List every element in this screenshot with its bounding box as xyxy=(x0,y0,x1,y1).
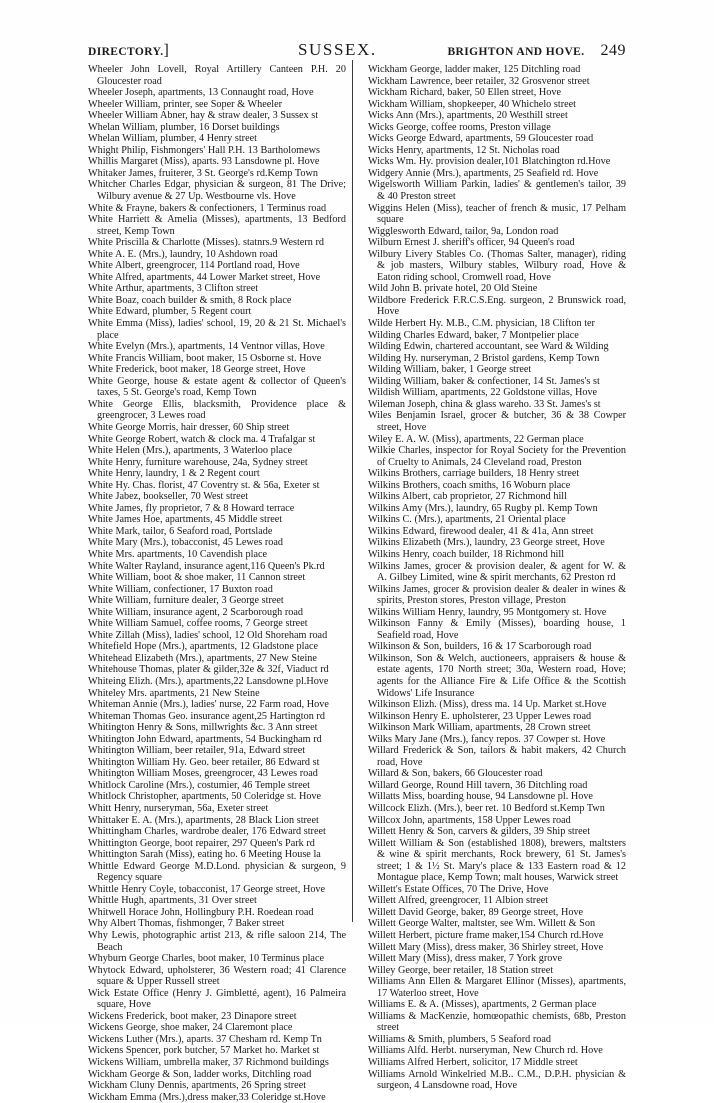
directory-entry: White Edward, plumber, 5 Regent court xyxy=(88,306,252,318)
running-head xyxy=(88,40,626,60)
directory-entry: Wickham Emma (Mrs.),dress maker,33 Coleridge st.Hove xyxy=(88,1091,326,1103)
directory-entry: Whittington Sarah (Miss), eating ho. 6 Meeting House la xyxy=(88,849,321,861)
directory-entry: Wickham George, ladder maker, 125 Ditchling road xyxy=(368,64,581,75)
directory-entry: Wickens George, shoe maker, 24 Claremont place xyxy=(88,1022,293,1034)
directory-entry: Whight Philip, Fishmongers' Hall P.H. 13 Bartholomews xyxy=(88,144,320,156)
directory-entry: Willett's Estate Offices, 70 The Drive, Hove xyxy=(368,883,549,895)
directory-entry: Whitt Henry, nurseryman, 56a, Exeter street xyxy=(88,803,269,814)
directory-entry: White Jabez, bookseller, 70 West street xyxy=(88,491,249,503)
directory-entry: Wilkins Albert, cab proprietor, 27 Richmond hill xyxy=(368,491,567,503)
directory-entry: Willcox John, apartments, 158 Upper Lewes road xyxy=(368,814,571,826)
directory-entry: Wheeler John Lovell, Royal Artillery Canteen P.H. 20 Gloucester road xyxy=(88,64,346,87)
directory-entry: White George Morris, hair dresser, 60 Ship street xyxy=(88,421,290,433)
right-column xyxy=(354,64,626,1092)
directory-entry: Why Albert Thomas, fishmonger, 7 Baker street xyxy=(88,918,285,930)
directory-entry: Wildish William, apartments, 22 Goldstone villas, Hove xyxy=(368,387,598,399)
directory-entry: Willard & Son, bakers, 66 Gloucester road xyxy=(368,768,543,780)
directory-entry: Wilkins Brothers, coach smiths, 16 Woburn place xyxy=(368,479,571,491)
directory-entry: Whittington George, boot repairer, 297 Queen's Park rd xyxy=(88,837,315,849)
directory-entry: White Albert, greengrocer, 114 Portland road, Hove xyxy=(88,260,300,272)
directory-entry: Whiteley Mrs. apartments, 21 New Steine xyxy=(88,687,260,699)
directory-entry: Willett Herbert, picture frame maker,154 Church rd.Hove xyxy=(368,930,604,942)
directory-entry: White A. E. (Mrs.), laundry, 10 Ashdown road xyxy=(88,248,278,260)
directory-entry: Willett Henry & Son, carvers & gilders, 39 Ship street xyxy=(368,826,591,838)
directory-entry: Willett Mary (Miss), dress maker, 36 Shirley street, Hove xyxy=(368,941,604,953)
directory-entry: Wigelsworth William Parkin, ladies' & gentlemen's tailor, 39 & 40 Preston street xyxy=(368,179,626,203)
directory-entry: Wickens Frederick, boot maker, 23 Dinapore street xyxy=(88,1010,297,1022)
directory-entry: White Arthur, apartments, 3 Clifton street xyxy=(88,283,259,295)
directory-entry: Whittaker E. A. (Mrs.), apartments, 28 Black Lion street xyxy=(88,814,319,826)
directory-entry: Why Lewis, photographic artist 213, & rifle saloon 214, The Beach xyxy=(88,930,346,953)
directory-entry: Willett David George, baker, 89 George street, Hove xyxy=(368,906,584,918)
directory-entry: Willett William & Son (established 1808), brewers, maltsters & wine & spirit merchants, Rock brewery, 61 St. James's street; 1 & 1½ St. Mary's place & 133 Eastern road & 12 Montague place, Kemp Town; malt houses, Warwick street xyxy=(368,837,626,884)
directory-entry: Whelan William, plumber, 4 Henry street xyxy=(88,133,257,145)
directory-columns xyxy=(88,64,628,1103)
directory-entry: Whittingham Charles, wardrobe dealer, 176 Edward street xyxy=(88,826,326,838)
directory-entry: White Alfred, apartments, 44 Lower Market street, Hove xyxy=(88,271,321,283)
directory-entry: Wheeler Joseph, apartments, 13 Connaught road, Hove xyxy=(88,87,314,99)
directory-entry: White Emma (Miss), ladies' school, 19, 20 & 21 St. Michael's place xyxy=(88,318,346,341)
directory-entry: Whittle Edward George M.D.Lond. physician & surgeon, 9 Regency square xyxy=(88,860,346,884)
directory-entry: Whitington William, beer retailer, 91a, Edward street xyxy=(88,745,306,757)
directory-entry: Wickens William, umbrella maker, 37 Richmond buildings xyxy=(88,1057,329,1069)
directory-entry: Wilkins Henry, coach builder, 18 Richmond hill xyxy=(368,548,565,560)
directory-entry: Wilkins James, grocer & provision dealer, & agent for W. & A. Gilbey Limited, wine & spirit merchants, 62 Preston rd xyxy=(368,560,626,584)
directory-entry: Wilkinson Henry E. upholsterer, 23 Upper Lewes road xyxy=(368,710,592,722)
directory-entry: Wigglesworth Edward, tailor, 9a, London road xyxy=(368,225,559,237)
directory-entry: White Zillah (Miss), ladies' school, 12 Old Shoreham road xyxy=(88,629,328,641)
directory-entry: Wicks George, coffee rooms, Preston village xyxy=(368,121,551,133)
directory-entry: Wickens Luther (Mrs.), aparts. 37 Chesham rd. Kemp Tn xyxy=(88,1033,322,1045)
directory-entry: Wickens Spencer, pork butcher, 57 Market ho. Market st xyxy=(88,1045,320,1057)
directory-entry: White Priscilla & Charlotte (Misses). statnrs.9 Western rd xyxy=(88,237,324,249)
directory-entry: Whiteing Elizh. (Mrs.), apartments,22 Lansdowne pl.Hove xyxy=(88,675,329,687)
directory-entry: Wickham Richard, baker, 50 Ellen street, Hove xyxy=(368,87,561,99)
directory-entry: Whitehead Elizabeth (Mrs.), apartments, 27 New Steine xyxy=(88,652,317,664)
directory-entry: Whitaker James, fruiterer, 3 St. George's rd.Kemp Town xyxy=(88,167,318,179)
directory-entry: Whitlock Caroline (Mrs.), costumier, 46 Temple street xyxy=(88,779,310,791)
directory-entry: Wilkins Elizabeth (Mrs.), laundry, 23 George street, Hove xyxy=(368,537,605,549)
directory-entry: White Helen (Mrs.), apartments, 3 Waterloo place xyxy=(88,445,293,457)
directory-entry: Wilkins James, grocer & provision dealer & dealer in wines & spirits, Preston stores, Preston village, Preston xyxy=(368,583,626,607)
directory-entry: Widgery Annie (Mrs.), apartments, 25 Seafield rd. Hove xyxy=(368,167,599,179)
directory-entry: Wiley E. A. W. (Miss), apartments, 22 German place xyxy=(368,433,584,445)
directory-entry: White & Frayne, bakers & confectioners, 1 Terminus road xyxy=(88,202,327,214)
running-head-right xyxy=(447,42,626,60)
directory-entry: Wild John B. private hotel, 20 Old Steine xyxy=(368,283,538,295)
directory-entry: Whitington Henry & Sons, millwrights &c. 3 Ann street xyxy=(88,722,318,734)
directory-entry: Wilkins Amy (Mrs.), laundry, 65 Rugby pl. Kemp Town xyxy=(368,502,598,514)
directory-entry: Wickham William, shopkeeper, 40 Whichelo street xyxy=(368,98,576,110)
directory-entry: Williams E. & A. (Misses), apartments, 2 German place xyxy=(368,999,597,1011)
directory-entry: Wiles Benjamin Israel, grocer & butcher, 36 & 38 Cowper street, Hove xyxy=(368,410,626,433)
directory-entry: Wilding William, baker & confectioner, 14 St. James's st xyxy=(368,375,600,387)
directory-entry: Williams Arnold Winkelried M.B.. C.M., D.P.H. physician & surgeon, 4 Lansdowne road, Hove xyxy=(368,1068,626,1092)
directory-entry: Willcock Elizh. (Mrs.), beer ret. 10 Bedford st.Kemp Twn xyxy=(368,803,605,814)
directory-entry: Wheeler William Abner, hay & straw dealer, 3 Sussex st xyxy=(88,110,319,122)
running-head-bracket: ] xyxy=(163,42,170,59)
directory-entry: Wilkinson & Son, builders, 16 & 17 Scarborough road xyxy=(368,641,592,653)
directory-entry: Wildbore Frederick F.R.C.S.Eng. surgeon, 2 Brunswick road, Hove xyxy=(368,294,626,318)
directory-entry: Willard Frederick & Son, tailors & habit makers, 42 Church road, Hove xyxy=(368,745,626,768)
directory-entry: Wilde Herbert Hy. M.B., C.M. physician, 18 Clifton ter xyxy=(368,318,595,330)
directory-entry: Wheeler William, printer, see Soper & Wheeler xyxy=(88,98,283,110)
directory-entry: White Boaz, coach builder & smith, 8 Rock place xyxy=(88,294,292,306)
directory-entry: Whitlock Christopher, apartments, 50 Coleridge st. Hove xyxy=(88,791,322,803)
directory-entry: Willett George Walter, maltster, see Wm. Willett & Son xyxy=(368,918,596,930)
directory-entry: Wickham Lawrence, beer retailer, 32 Grosvenor street xyxy=(368,75,590,87)
directory-entry: Wilkins C. (Mrs.), apartments, 21 Oriental place xyxy=(368,514,566,526)
directory-entry: White Francis William, boot maker, 15 Osborne st. Hove xyxy=(88,352,322,364)
directory-entry: White William, confectioner, 17 Buxton road xyxy=(88,583,273,595)
directory-entry: Wicks Ann (Mrs.), apartments, 20 Westhill street xyxy=(368,110,568,122)
directory-entry: Whitwell Horace John, Hollingbury P.H. Roedean road xyxy=(88,906,314,918)
directory-entry: White James, fly proprietor, 7 & 8 Howard terrace xyxy=(88,502,295,514)
directory-entry: Whytock Edward, upholsterer, 36 Western road; 41 Clarence square & Upper Russell street xyxy=(88,964,346,988)
directory-entry: White Mrs. apartments, 10 Cavendish place xyxy=(88,548,268,560)
directory-entry: Wicks George Edward, apartments, 59 Gloucester road xyxy=(368,133,594,145)
directory-entry: White Mark, tailor, 6 Seaford road, Portslade xyxy=(88,525,273,537)
directory-entry: Whiteman Annie (Mrs.), ladies' nurse, 22 Farm road, Hove xyxy=(88,699,329,711)
left-column xyxy=(88,64,354,1103)
directory-entry: White Henry, furniture warehouse, 24a, Sydney street xyxy=(88,456,308,468)
directory-entry: Wilding Charles Edward, baker, 7 Montpelier place xyxy=(368,329,579,341)
directory-entry: Williams Alfred Herbert, solicitor, 17 Middle street xyxy=(368,1057,578,1069)
directory-entry: Wick Estate Office (Henry J. Gimbletté, agent), 16 Palmeira square, Hove xyxy=(88,987,346,1011)
directory-entry: Whittle Henry Coyle, tobacconist, 17 George street, Hove xyxy=(88,883,326,895)
directory-entry: Whitington William Hy. Geo. beer retailer, 86 Edward st xyxy=(88,756,320,768)
directory-entry: Wilkie Charles, inspector for Royal Society for the Prevention of Cruelty to Animals, 24 Cleveland road, Preston xyxy=(368,445,626,468)
directory-entry: Whelan William, plumber, 16 Dorset buildings xyxy=(88,121,280,133)
directory-entry: Wickham Cluny Dennis, apartments, 26 Spring street xyxy=(88,1080,307,1092)
directory-entry: White Hy. Chas. florist, 47 Coventry st. & 56a, Exeter st xyxy=(88,479,320,491)
directory-entry: Whitington William Moses, greengrocer, 43 Lewes road xyxy=(88,768,318,780)
directory-entry: Wilkinson Fanny & Emily (Misses), boarding house, 1 Seafield road, Hove xyxy=(368,618,626,641)
page-number: 249 xyxy=(600,42,626,59)
directory-entry: Wiggins Helen (Miss), teacher of french & music, 17 Pelham square xyxy=(368,202,626,226)
directory-entry: Wilding William, baker, 1 George street xyxy=(368,364,532,376)
directory-entry: Wilks Mary Jane (Mrs.), fancy repos. 37 Cowper st. Hove xyxy=(368,733,606,745)
directory-entry: Wilkins Brothers, carriage builders, 18 Henry street xyxy=(368,468,580,480)
directory-entry: Williams Alfd. Herbt. nurseryman, New Church rd. Hove xyxy=(368,1045,603,1057)
directory-entry: White George, house & estate agent & collector of Queen's taxes, 5 St. George's road, Kemp Town xyxy=(88,375,346,399)
directory-entry: White William, boot & shoe maker, 11 Cannon street xyxy=(88,572,306,584)
directory-entry: Wilkins William Henry, laundry, 95 Montgomery st. Hove xyxy=(368,606,607,618)
directory-entry: Wilkinson Mark William, apartments, 28 Crown street xyxy=(368,722,591,734)
directory-entry: White James Hoe, apartments, 45 Middle street xyxy=(88,514,283,526)
directory-entry: White George Ellis, blacksmith, Providence place & greengrocer, 3 Lewes road xyxy=(88,398,346,422)
directory-entry: White Harriett & Amelia (Misses), apartments, 13 Bedford street, Kemp Town xyxy=(88,214,346,237)
directory-entry: White William Samuel, coffee rooms, 7 George street xyxy=(88,618,308,630)
running-head-right-label: BRIGHTON AND HOVE. xyxy=(447,46,585,58)
running-head-left-label: DIRECTORY. xyxy=(88,46,164,58)
directory-entry: Willett Mary (Miss), dress maker, 7 York grove xyxy=(368,953,562,965)
directory-entry: Whitcher Charles Edgar, physician & surgeon, 81 The Drive; Wilbury avenue & 27 Up. Westbourne vls. Hove xyxy=(88,179,346,203)
directory-entry: Whitington John Edward, apartments, 54 Buckingham rd xyxy=(88,733,322,745)
directory-entry: Wilkinson, Son & Welch, auctioneers, appraisers & house & estate agents, 170 North street; 30a, Western road, Hove; agents for the Alliance Fire & Life Office & the Scottish Widows' Life Insurance xyxy=(368,652,626,699)
directory-entry: White George Robert, watch & clock ma. 4 Trafalgar st xyxy=(88,433,316,445)
directory-entry: Williams & MacKenzie, homœopathic chemists, 68b, Preston street xyxy=(368,1010,626,1034)
directory-entry: Williams & Smith, plumbers, 5 Seaford road xyxy=(368,1033,551,1045)
directory-entry: Whitehouse Thomas, plater & gilder,32e & 32f, Viaduct rd xyxy=(88,664,329,676)
directory-entry: Wilkins Edward, firewood dealer, 41 & 41a, Ann street xyxy=(368,525,594,537)
directory-entry: Williams Ann Ellen & Margaret Ellinor (Misses), apartments, 17 Waterloo street, Hove xyxy=(368,976,626,999)
directory-entry: Willey George, beer retailer, 18 Station street xyxy=(368,964,554,976)
directory-entry: Willard George, Round Hill tavern, 36 Ditchling road xyxy=(368,779,588,791)
directory-entry: Wilbury Livery Stables Co. (Thomas Salter, manager), riding & job masters, Wilbury stables, Wilbury road, Hove & Eaton riding school, Cromwell road, Hove xyxy=(368,248,626,283)
directory-entry: Willatts Miss, boarding house, 94 Lansdowne pl. Hove xyxy=(368,791,593,803)
directory-entry: Willett Alfred, greengrocer, 11 Albion street xyxy=(368,895,549,907)
directory-entry: Whiteman Thomas Geo. insurance agent,25 Hartington rd xyxy=(88,710,325,722)
directory-entry: Wileman Joseph, china & glass wareho. 33 St. James's st xyxy=(368,398,601,410)
directory-entry: White Frederick, boot maker, 18 George street, Hove xyxy=(88,364,306,376)
directory-entry: Wilburn Ernest J. sheriff's officer, 94 Queen's road xyxy=(368,237,575,249)
directory-entry: White William, insurance agent, 2 Scarborough road xyxy=(88,606,304,618)
directory-entry: Wilkinson Elizh. (Miss), dress ma. 14 Up. Market st.Hove xyxy=(368,699,607,711)
directory-entry: White Henry, laundry, 1 & 2 Regent court xyxy=(88,468,260,480)
running-head-title: SUSSEX. xyxy=(297,40,377,59)
directory-entry: White Mary (Mrs.), tobacconist, 45 Lewes road xyxy=(88,537,283,549)
directory-entry: Wicks Henry, apartments, 12 St. Nicholas road xyxy=(368,144,560,156)
directory-entry: White Walter Rayland, insurance agent,116 Queen's Pk.rd xyxy=(88,560,325,572)
directory-entry: White Evelyn (Mrs.), apartments, 14 Ventnor villas, Hove xyxy=(88,341,325,353)
directory-entry: Whittle Hugh, apartments, 31 Over street xyxy=(88,895,257,907)
directory-entry: Wicks Wm. Hy. provision dealer,101 Blatchington rd.Hove xyxy=(368,156,611,168)
directory-entry: Wilding Edwin, chartered accountant, see Ward & Wilding xyxy=(368,341,609,353)
directory-entry: Wickham George & Son, ladder works, Ditchling road xyxy=(88,1068,312,1080)
running-head-left xyxy=(88,42,170,59)
directory-entry: Whitefield Hope (Mrs.), apartments, 12 Gladstone place xyxy=(88,641,319,653)
directory-entry: Whyburn George Charles, boot maker, 10 Terminus place xyxy=(88,953,324,965)
directory-entry: Wilding Hy. nurseryman, 2 Bristol gardens, Kemp Town xyxy=(368,352,600,364)
directory-entry: White William, furniture dealer, 3 George street xyxy=(88,595,284,607)
directory-entry: Whillis Margaret (Miss), aparts. 93 Lansdowne pl. Hove xyxy=(88,156,320,168)
